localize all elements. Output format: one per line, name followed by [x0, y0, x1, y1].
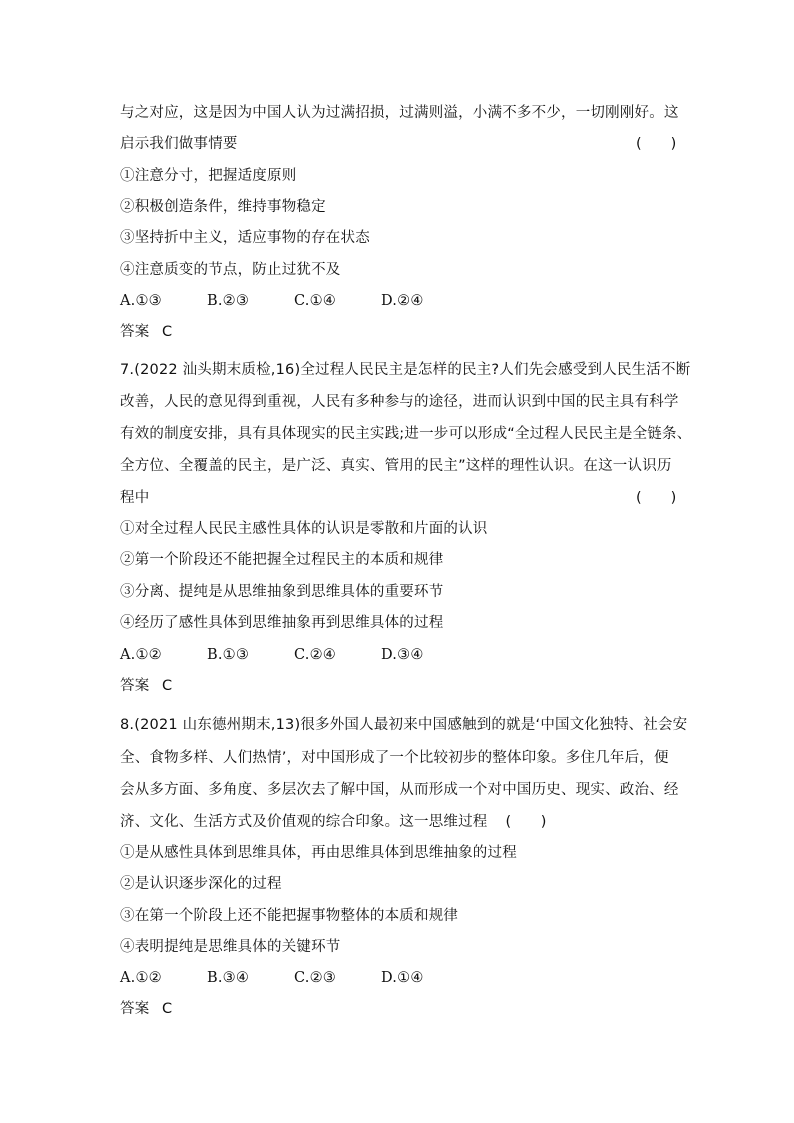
q7-choice-c: C.②④	[294, 647, 336, 663]
q8-choice-a: A.①②	[120, 970, 162, 986]
q8-answer	[120, 999, 680, 1019]
q6-stem-line-2: 启示我们做事情要	[120, 136, 238, 152]
q7-answer-label: 答案	[120, 678, 150, 694]
q7-option-4: ④经历了感性具体到思维抽象再到思维具体的过程	[120, 615, 444, 631]
q8-option-4: ④表明提纯是思维具体的关键环节	[120, 939, 341, 955]
q8-choice-c: C.②③	[294, 970, 336, 986]
q7-stem-line-4: 全方位、全覆盖的民主，是广泛、真实、管用的民主”这样的理性认识。在这一认识历	[120, 458, 672, 474]
q6-stem-line-1: 与之对应，这是因为中国人认为过满招损，过满则溢，小满不多不少，一切刚刚好。这	[120, 105, 679, 121]
q8-answer-value: C	[162, 1001, 173, 1017]
q7-choice-b: B.①③	[207, 647, 250, 663]
q8-choice-b: B.③④	[207, 970, 250, 986]
q7-stem-line-5: 程中	[120, 490, 150, 506]
q8-stem-line-2: 全、食物多样、人们热情’，对中国形成了一个比较初步的整体印象。多住几年后，便	[120, 750, 669, 766]
q8-stem-line-3: 会从多方面、多角度、多层次去了解中国，从而形成一个对中国历史、现实、政治、经	[120, 782, 679, 798]
q7-option-1: ①对全过程人民民主感性具体的认识是零散和片面的认识	[120, 521, 488, 537]
q8-option-2: ②是认识逐步深化的过程	[120, 876, 282, 892]
q8-option-1: ①是从感性具体到思维具体，再由思维具体到思维抽象的过程	[120, 845, 517, 861]
q7-answer	[120, 676, 680, 696]
q7-choice-d: D.③④	[381, 647, 424, 663]
q7-answer-paren: ( )	[636, 490, 677, 506]
q8-option-3: ③在第一个阶段上还不能把握事物整体的本质和规律	[120, 908, 459, 924]
q6-option-2: ②积极创造条件，维持事物稳定	[120, 199, 326, 215]
q8-stem-line-1: 8.(2021 山东德州期末,13)很多外国人最初来中国感触到的就是‘中国文化独特、社会安	[120, 717, 688, 733]
q7-stem-line-1: 7.(2022 汕头期末质检,16)全过程人民民主是怎样的民主?人们先会感受到人民生活不断	[120, 362, 691, 378]
q8-choice-d: D.①④	[381, 970, 424, 986]
q6-answer-paren: ( )	[636, 136, 677, 152]
q7-stem-line-3: 有效的制度安排，具有具体现实的民主实践;进一步可以形成“全过程人民民主是全链条、	[120, 426, 692, 442]
q8-stem-line-4	[120, 812, 680, 832]
q8-choices	[120, 968, 680, 988]
q7-answer-value: C	[162, 678, 173, 694]
q7-option-2: ②第一个阶段还不能把握全过程民主的本质和规律	[120, 552, 444, 568]
q6-choice-b: B.②③	[207, 293, 250, 309]
q6-option-3: ③坚持折中主义，适应事物的存在状态	[120, 230, 370, 246]
q6-answer	[120, 322, 680, 342]
q7-choices	[120, 645, 680, 665]
q6-answer-value: C	[162, 324, 173, 340]
q6-answer-label: 答案	[120, 324, 150, 340]
q6-choice-d: D.②④	[381, 293, 424, 309]
q7-choice-a: A.①②	[120, 647, 162, 663]
q6-choices	[120, 291, 680, 311]
q6-option-1: ①注意分寸，把握适度原则	[120, 168, 297, 184]
q7-stem-line-2: 改善，人民的意见得到重视，人民有多种参与的途径，进而认识到中国的民主具有科学	[120, 394, 679, 410]
q6-choice-c: C.①④	[294, 293, 336, 309]
q8-stem-line-4-text: 济、文化、生活方式及价值观的综合印象。这一思维过程	[120, 814, 488, 830]
q6-option-4: ④注意质变的节点，防止过犹不及	[120, 262, 341, 278]
q8-answer-paren: ( )	[505, 814, 547, 830]
q7-option-3: ③分离、提纯是从思维抽象到思维具体的重要环节	[120, 584, 444, 600]
q6-choice-a: A.①③	[120, 293, 162, 309]
q8-answer-label: 答案	[120, 1001, 150, 1017]
